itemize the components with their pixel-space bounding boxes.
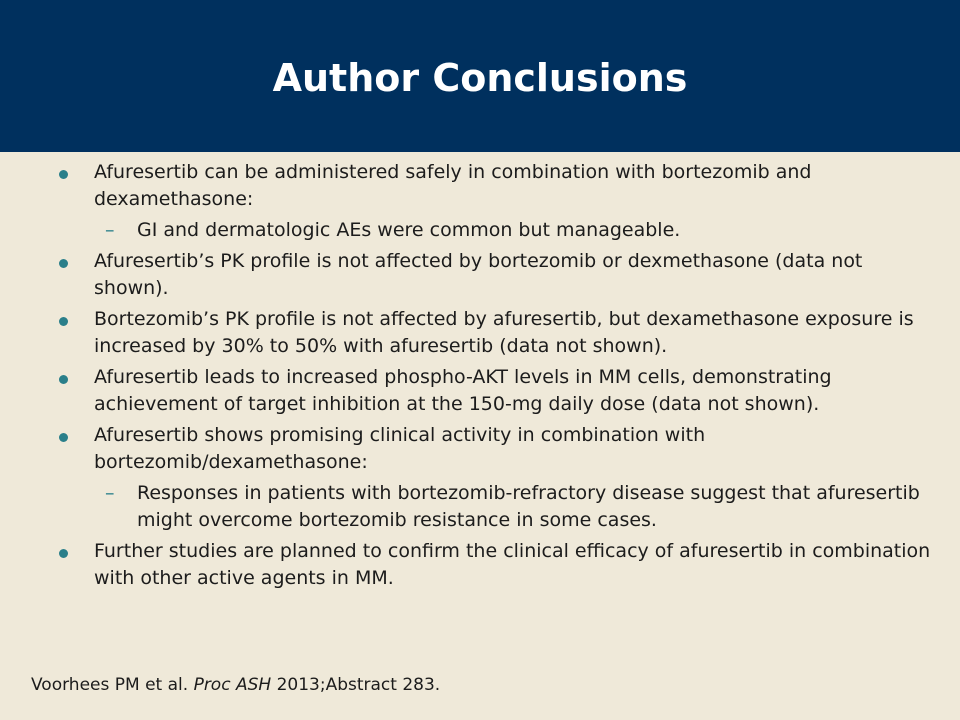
dash-icon: – [105, 219, 115, 241]
sub-bullet-text: GI and dermatologic AEs were common but manageable. [137, 219, 681, 241]
bullet-text: Bortezomib’s PK profile is not affected by afuresertib, but dexamethasone exposure is increased by 30% to 50% with afuresertib (data not shown). [94, 308, 914, 357]
slide-title: Author Conclusions [272, 56, 688, 100]
sub-bullet-item [0, 480, 960, 534]
bullet-dot-icon [59, 170, 68, 179]
bullet-list [0, 159, 960, 596]
bullet-dot-icon [59, 259, 68, 268]
bullet-item [0, 422, 960, 476]
citation [31, 673, 440, 697]
bullet-item [0, 364, 960, 418]
bullet-item [0, 248, 960, 302]
bullet-text: Afuresertib leads to increased phospho-AKT levels in MM cells, demonstrating achievement of target inhibition at the 150-mg daily dose (data not shown). [94, 366, 832, 415]
bullet-dot-icon [59, 375, 68, 384]
bullet-item [0, 306, 960, 360]
bullet-item [0, 159, 960, 213]
bullet-dot-icon [59, 549, 68, 558]
bullet-item [0, 538, 960, 592]
dash-icon: – [105, 482, 115, 504]
bullet-dot-icon [59, 433, 68, 442]
sub-bullet-text: Responses in patients with bortezomib-refractory disease suggest that afuresertib might overcome bortezomib resistance in some cases. [137, 482, 920, 531]
title-bar [0, 0, 960, 152]
citation-authors: Voorhees PM et al. [31, 675, 189, 695]
bullet-text: Afuresertib shows promising clinical activity in combination with bortezomib/dexamethasone: [94, 424, 706, 473]
citation-journal: Proc ASH [193, 675, 272, 695]
bullet-text: Afuresertib can be administered safely in combination with bortezomib and dexamethasone: [94, 161, 812, 210]
citation-details: 2013;Abstract 283. [276, 675, 441, 695]
bullet-dot-icon [59, 317, 68, 326]
bullet-text: Afuresertib’s PK profile is not affected by bortezomib or dexmethasone (data not shown). [94, 250, 863, 299]
sub-bullet-item [0, 217, 960, 244]
bullet-text: Further studies are planned to confirm the clinical efficacy of afuresertib in combination with other active agents in MM. [94, 540, 931, 589]
